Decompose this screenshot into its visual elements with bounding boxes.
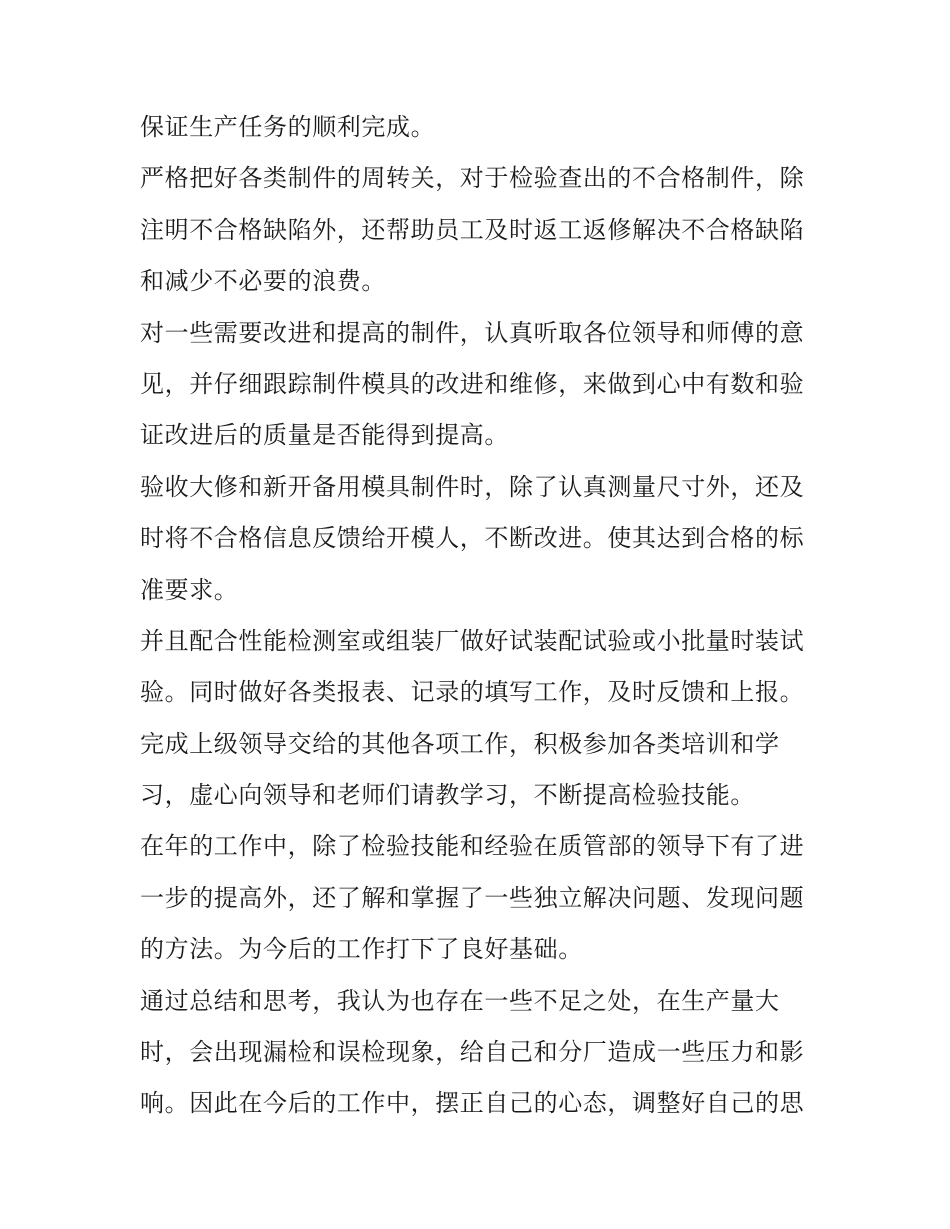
- text-line: 严格把好各类制件的周转关，对于检验查出的不合格制件，除: [140, 164, 805, 193]
- text-line: 响。因此在今后的工作中，摆正自己的心态，调整好自己的思: [140, 1089, 805, 1118]
- text-line: 通过总结和思考，我认为也存在一些不足之处，在生产量大: [140, 986, 780, 1015]
- text-line: 证改进后的质量是否能得到提高。: [140, 421, 509, 450]
- text-line: 保证生产任务的顺利完成。: [140, 113, 436, 141]
- text-line: 并且配合性能检测室或组装厂做好试装配试验或小批量时装试: [140, 626, 805, 655]
- text-line: 验。同时做好各类报表、记录的填写工作，及时反馈和上报。: [140, 678, 805, 707]
- text-line: 见，并仔细跟踪制件模具的改进和维修，来做到心中有数和验: [140, 369, 805, 398]
- text-line: 对一些需要改进和提高的制件，认真听取各位领导和师傅的意: [140, 318, 805, 347]
- text-line: 时将不合格信息反馈给开模人，不断改进。使其达到合格的标: [140, 524, 805, 553]
- text-line: 注明不合格缺陷外，还帮助员工及时返工返修解决不合格缺陷: [140, 215, 805, 244]
- text-line: 和减少不必要的浪费。: [140, 267, 386, 296]
- text-line: 时，会出现漏检和误检现象，给自己和分厂造成一些压力和影: [140, 1038, 805, 1067]
- text-line: 在年的工作中，除了检验技能和经验在质管部的领导下有了进: [140, 832, 805, 861]
- text-line: 的方法。为今后的工作打下了良好基础。: [140, 935, 583, 964]
- text-line: 一步的提高外，还了解和掌握了一些独立解决问题、发现问题: [140, 883, 805, 912]
- text-line: 完成上级领导交给的其他各项工作，积极参加各类培训和学: [140, 729, 780, 758]
- text-line: 习，虚心向领导和老师们请教学习，不断提高检验技能。: [140, 781, 755, 810]
- text-line: 验收大修和新开备用模具制件时，除了认真测量尺寸外，还及: [140, 472, 805, 501]
- text-line: 准要求。: [140, 575, 239, 604]
- body-text: [140, 102, 820, 1130]
